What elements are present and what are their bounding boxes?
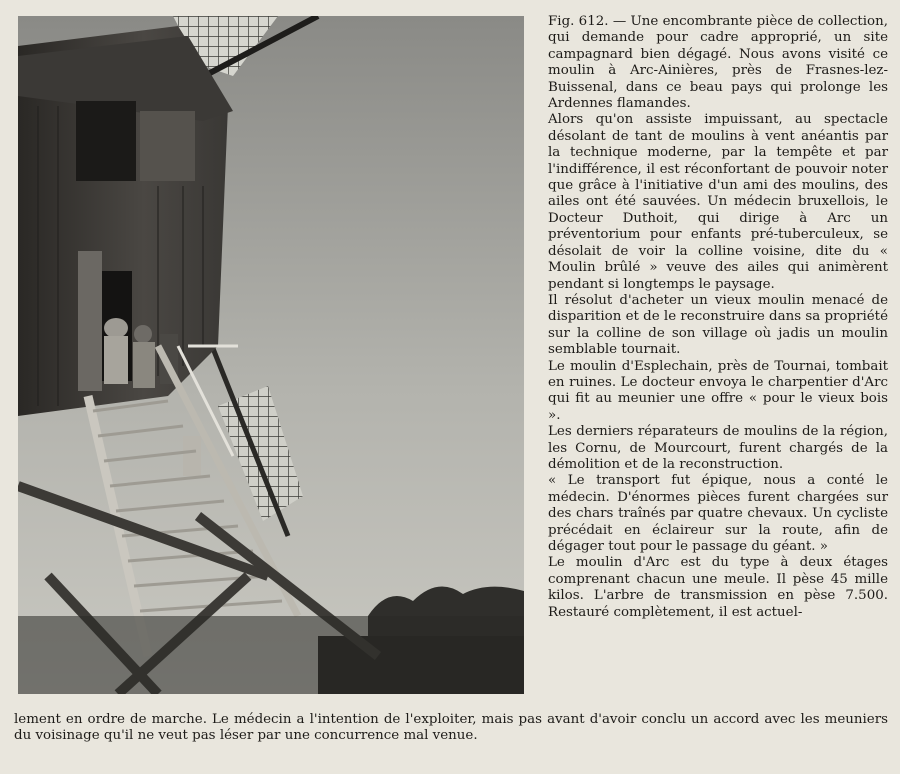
caption-continuation-text: lement en ordre de marche. Le médecin a l'intention de l'exploiter, mais pas avant d'avoir conclu un accord avec les meuniers du voisinage qu'il ne veut pas léser par une concurrence mal venue. <box>14 712 888 744</box>
caption-paragraph: Les derniers réparateurs de moulins de la région, les Cornu, de Mourcourt, furent chargés de la démolition et de la reconstruction. <box>548 424 888 472</box>
figure-label: Fig. 612. <box>548 14 609 29</box>
caption-intro <box>548 14 888 112</box>
caption-continuation <box>14 712 888 745</box>
figure-caption <box>548 14 888 621</box>
windmill-photo <box>18 16 524 694</box>
caption-paragraph: Le moulin d'Arc est du type à deux étages comprenant chacun une meule. Il pèse 45 mille kilos. L'arbre de transmission en pèse 7.500. Restauré complètement, il est actuel- <box>548 555 888 620</box>
caption-intro-text: — Une encombrante pièce de collection, qui demande pour cadre approprié, un site campagnard bien dégagé. Nous avons visité ce moulin à Arc-Ainières, près de Frasnes-lez-Buissenal, dans ce beau pays qui prolonge les Ardennes flamandes. <box>548 14 889 112</box>
caption-paragraph: Alors qu'on assiste impuissant, au spectacle désolant de tant de moulins à vent anéantis par la technique moderne, par la tempête et par l'indifférence, il est réconfortant de pouvoir noter que grâce à l'initiative d'un ami des moulins, des ailes ont été sauvées. Un médecin bruxellois, le Docteur Duthoit, qui dirige à Arc un préventorium pour enfants pré-tuberculeux, se désolait de voir la colline voisine, dite du « Moulin brûlé » veuve des ailes qui animèrent pendant si longtemps le paysage. <box>548 112 888 292</box>
caption-paragraph: Il résolut d'acheter un vieux moulin menacé de disparition et de le reconstruire dans sa propriété sur la colline de son village où jadis un moulin semblable tournait. <box>548 292 888 358</box>
caption-paragraph: Le moulin d'Esplechain, près de Tournai, tombait en ruines. Le docteur envoya le charpentier d'Arc qui fit au meunier une offre « pour le vieux bois ». <box>548 358 888 423</box>
caption-paragraph: « Le transport fut épique, nous a conté le médecin. D'énormes pièces furent chargées sur des chars traînés par quatre chevaux. Un cycliste précédait en éclaireur sur la route, afin de dégager tout pour le passage du géant. » <box>548 473 888 554</box>
